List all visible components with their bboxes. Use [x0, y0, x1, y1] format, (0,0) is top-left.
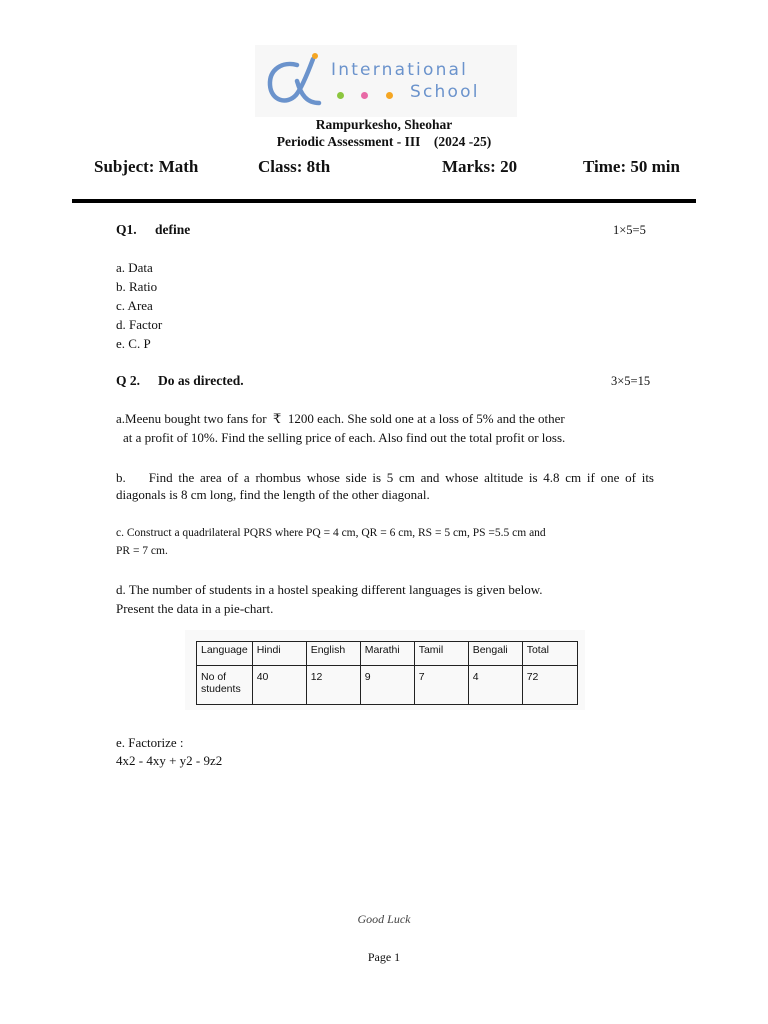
language-table-image	[185, 630, 585, 710]
page-number: Page 1	[367, 950, 401, 964]
q2d-line-2: Present the data in a pie-chart.	[116, 601, 274, 616]
table-cell: Hindi	[252, 642, 306, 666]
table-header-row	[197, 642, 578, 666]
q2d-line-1: d. The number of students in a hostel speaking different languages is given below.	[116, 582, 543, 597]
logo-text-school: School	[410, 82, 480, 102]
language-table	[196, 641, 578, 705]
subject-label: Subject: Math	[94, 157, 199, 176]
q2c-line-1: c. Construct a quadrilateral PQRS where PQ = 4 cm, QR = 6 cm, RS = 5 cm, PS =5.5 cm and	[116, 527, 546, 539]
q1-item-c: c. Area	[116, 298, 153, 313]
logo-dot-orange	[386, 92, 393, 99]
logo-text-international: International	[331, 60, 469, 80]
q1-item-b: b. Ratio	[116, 279, 158, 294]
school-location: Rampurkesho, Sheohar	[315, 117, 453, 132]
table-cell: Total	[522, 642, 577, 666]
table-row-label	[197, 666, 253, 705]
q2e-line-2: 4x2 - 4xy + y2 - 9z2	[116, 753, 223, 768]
q2e-line-1: e. Factorize :	[116, 735, 184, 750]
table-row	[197, 666, 578, 705]
header-divider	[72, 199, 696, 203]
table-cell: 9	[360, 666, 414, 705]
q1-number: Q1.	[116, 222, 137, 237]
table-cell: Marathi	[360, 642, 414, 666]
time-label: Time: 50 min	[583, 157, 680, 176]
q2-number: Q 2.	[116, 373, 141, 388]
table-cell: English	[306, 642, 360, 666]
q1-marks: 1×5=5	[613, 223, 646, 237]
marks-label: Marks: 20	[442, 157, 518, 176]
q1-title: define	[155, 222, 191, 237]
good-luck-text: Good Luck	[357, 912, 411, 926]
table-cell: Tamil	[414, 642, 468, 666]
table-cell: 72	[522, 666, 577, 705]
q1-item-d: d. Factor	[116, 317, 163, 332]
assessment-title: Periodic Assessment - III (2024 -25)	[276, 134, 492, 149]
q1-item-e: e. C. P	[116, 336, 151, 351]
alpha-logo-icon	[263, 51, 327, 113]
table-cell: 7	[414, 666, 468, 705]
table-cell: 4	[468, 666, 522, 705]
q2a-line-2: at a profit of 10%. Find the selling price of each. Also find out the total profit or loss.	[123, 430, 566, 445]
row-label-line-2: students	[201, 683, 241, 695]
q2b-line-1: b. Find the area of a rhombus whose side is 5 cm and whose altitude is 4.8 cm if one of its	[116, 470, 654, 485]
q2b-line-2: diagonals is 8 cm long, find the length of the other diagonal.	[116, 487, 430, 502]
q2-title: Do as directed.	[158, 373, 244, 388]
table-cell: 12	[306, 666, 360, 705]
row-label-line-1: No of	[201, 671, 227, 683]
q2a-line-1: a.Meenu bought two fans for ₹ 1200 each. She sold one at a loss of 5% and the other	[116, 411, 565, 426]
table-cell: Bengali	[468, 642, 522, 666]
q2-marks: 3×5=15	[611, 374, 651, 388]
class-label: Class: 8th	[258, 157, 331, 176]
q1-item-a: a. Data	[116, 260, 153, 275]
logo-dot-pink	[361, 92, 368, 99]
table-cell: Language	[197, 642, 253, 666]
logo-dot-green	[337, 92, 344, 99]
table-cell: 40	[252, 666, 306, 705]
school-logo	[255, 45, 517, 117]
q2c-line-2: PR = 7 cm.	[116, 545, 168, 557]
